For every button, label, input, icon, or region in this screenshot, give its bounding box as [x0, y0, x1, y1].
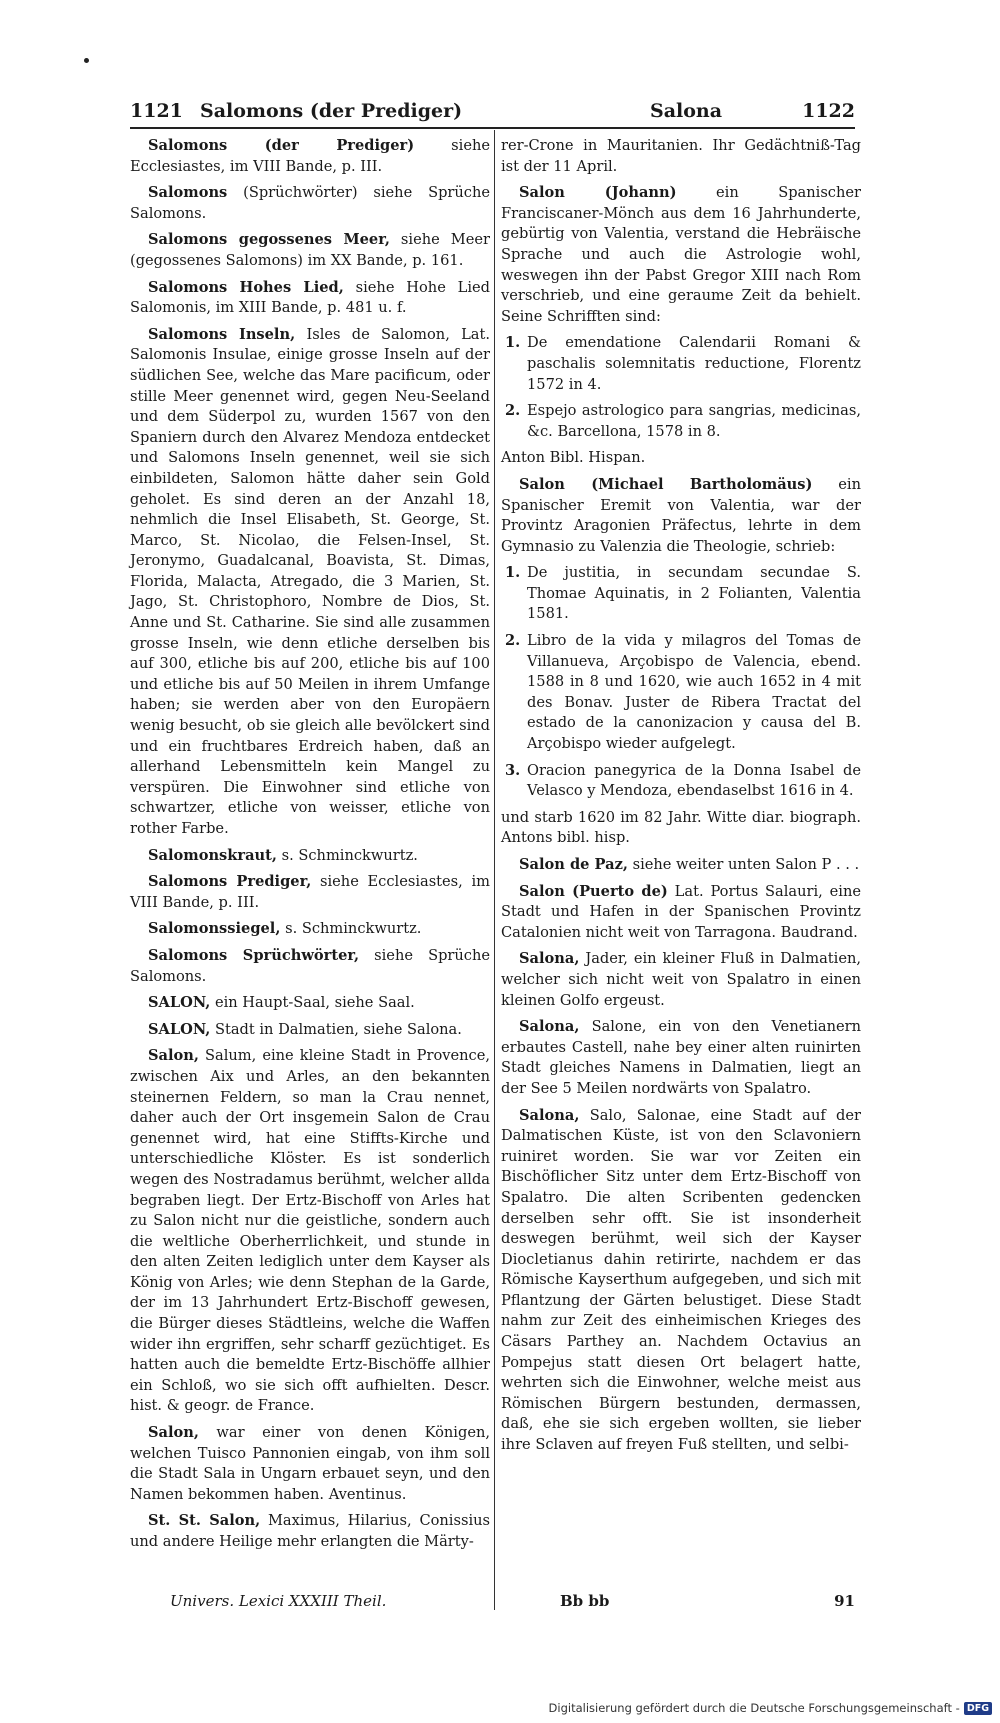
entry-headword: St. St. Salon,: [148, 1512, 261, 1530]
entry-text: Stadt in Dalmatien, siehe Salona.: [210, 1020, 462, 1038]
right-column-continuation: rer-Crone in Mauritanien. Ihr Gedächtniß-Tag ist der 11 April.: [501, 137, 861, 175]
dfg-logo-icon: DFG: [964, 1702, 992, 1715]
dictionary-entry: [130, 846, 490, 867]
footer-volume: Univers. Lexici XXXIII Theil.: [170, 1592, 387, 1610]
johann-works-list: [501, 333, 861, 442]
item-number: 3.: [505, 761, 521, 779]
entry-headword: Salona,: [519, 1018, 580, 1036]
dictionary-entry: [130, 872, 490, 913]
work-list-item: [501, 333, 861, 395]
item-number: 1.: [505, 334, 521, 352]
item-text: Libro de la vida y milagros del Tomas de Villanueva, Arçobispo de Valencia, ebend. 1588 in 8 und 1620, wie auch 1652 in 4 mit des Bonav. Juster de Ribera Tractat del estado de la canonizacion y causa del B. Arçobispo wieder aufgelegt.: [527, 632, 861, 753]
entry-headword: Salon (Johann): [519, 184, 677, 202]
work-list-item: [501, 761, 861, 802]
footer-signature: Bb bb: [560, 1592, 610, 1610]
item-text: Espejo astrologico para sangrias, medicinas, &c. Barcellona, 1578 in 8.: [527, 402, 861, 440]
entry-text: Jader, ein kleiner Fluß in Dalmatien, welcher sich nicht weit von Spalatro in einen kleinen Golfo ergeust.: [501, 950, 861, 1009]
entry-headword: Salomons Inseln,: [148, 325, 296, 343]
entry-headword: Salomons Prediger,: [148, 873, 312, 891]
work-list-item: [501, 563, 861, 625]
entry-text: siehe Ecclesiastes, im VIII Bande, p. III.: [130, 873, 491, 911]
entry-headword: Salon de Paz,: [519, 856, 628, 873]
digitization-credit: [549, 1701, 992, 1715]
entry-text: siehe Hohe Lied Salomonis, im XIII Bande, p. 481 u. f.: [130, 278, 490, 317]
entry-text: ein Spanischer Eremit von Valentia, war der Provintz Aragonien Präfectus, lehrte in dem Gymnasio zu Valenzia die Theologie, schrieb:: [501, 475, 861, 555]
item-text: De emendatione Calendarii Romani & paschalis solemnitatis reductione, Florentz 1572 in 4.: [527, 334, 861, 393]
entry-text: Lat. Portus Salauri, eine Stadt und Hafen in der Spanischen Provintz Catalonien nicht weit von Tarragona. Baudrand.: [501, 882, 861, 941]
dictionary-entry: [501, 1017, 861, 1099]
ink-dot: [84, 58, 89, 63]
entry-headword: Salomonssiegel,: [148, 920, 281, 938]
entry-text: ein Spanischer Franciscaner-Mönch aus dem 16 Jahrhunderte, gebürtig von Valentia, verstand die Hebräische Sprache und auch die Astrologie wohl, weswegen ihn der Pabst Gregor XIII nach Rom verschrieb, und eine geraume Zeit da behielt. Seine Schrifften sind:: [501, 184, 861, 325]
page-number-left: 1121: [130, 100, 183, 122]
entry-headword: Salon,: [148, 1424, 199, 1442]
running-title-left: Salomons (der Prediger): [200, 100, 463, 122]
dictionary-entry: [130, 325, 490, 840]
entry-text: Salo, Salonae, eine Stadt auf der Dalmatischen Küste, ist von den Sclavoniern ruiniret worden. Sie war vor Zeiten ein Bischöflicher Sitz unter dem Ertz-Bischoff von Spalatro. Die alten Scribenten gedencken derselben sehr offt. Sie ist insonderheit deswegen berühmt, weil sich der Kayser Diocletianus dahin retirirte, nachdem er das Römische Kayserthum aufgegeben, und sich mit Pflantzung der Gärten belustiget. Diese Stadt nahm zur Zeit des einheimischen Krieges des Cäsars Parthey an. Nachdem Octavius an Pompejus statt diesen Ort belagert hatte, wehrten sich die Einwohner, welche meist aus Römischen Bürgern bestunden, dermassen, daß, ehe sie sich ergeben wollten, sie lieber ihre Sclaven auf freyen Fuß stellten, und selbi-: [501, 1106, 861, 1454]
dictionary-entry: [130, 1511, 490, 1552]
right-column-entries: [501, 855, 861, 1456]
entry-text: siehe Ecclesiastes, im VIII Bande, p. III.: [130, 137, 490, 175]
work-list-item: [501, 631, 861, 755]
entry-headword: Salomons: [148, 184, 228, 202]
column-divider: [494, 130, 495, 1610]
left-column: [130, 136, 490, 1559]
dictionary-entry: [130, 1020, 490, 1041]
item-text: Oracion panegyrica de la Donna Isabel de Velasco y Mendoza, ebendaselbst 1616 in 4.: [527, 761, 861, 800]
entry-text: (Sprüchwörter) siehe Sprüche Salomons.: [130, 184, 490, 222]
entry-headword: Salona,: [519, 1106, 580, 1124]
entry-text: Maximus, Hilarius, Conissius und andere Heilige mehr erlangten die Märty-: [130, 1512, 490, 1550]
entry-headword: Salomons gegossenes Meer,: [148, 231, 390, 249]
entry-headword: Salona,: [519, 950, 580, 968]
item-number: 2.: [505, 632, 521, 650]
michael-works-list: [501, 563, 861, 802]
johann-source: Anton Bibl. Hispan.: [501, 449, 646, 467]
entry-headword: Salomons Hohes Lied,: [148, 278, 344, 296]
entry-salon-michael: [501, 475, 861, 557]
work-list-item: [501, 401, 861, 442]
running-title-right: Salona: [650, 100, 723, 122]
entry-text: Isles de Salomon, Lat. Salomonis Insulae, einige grosse Inseln auf der südlichen See, welche das Mare pacificum, oder stille Meer genennet wird, gegen Neu-Seeland und dem Süderpol zu, wurden 1567 von den Spaniern durch den Alvarez Mendoza entdecket und Salomons Inseln genennet, weil sie sich einbildeten, Salomon hätte daher sein Gold geholet. Es sind deren an der Anzahl 18, nehmlich die Insel Elisabeth, St. George, St. Marco, St. Nicolao, die Felsen-Insel, St. Jeronymo, Guadalcanal, Boavista, St. Dimas, Florida, Malacta, Atregado, die 3 Marien, St. Jago, St. Christophoro, Nombre de Dios, St. Anne und St. Catharine. Sie sind alle zusammen grosse Inseln, wie denn etliche derselben bis auf 300, etliche bis auf 200, etliche bis auf 100 und etliche bis auf 50 Meilen in ihrem Umfange haben; sie werden aber von den Europäern wenig besucht, ob sie gleich alle bevölckert sind und ein fruchtbares Erdreich haben, daß an allerhand Lebensmitteln kein Mangel zu verspüren. Die Einwohner sind etliche von schwartzer, etliche von weisser, etliche von rother Farbe.: [130, 325, 491, 837]
entry-text: siehe weiter unten Salon P . . .: [627, 856, 860, 873]
dictionary-entry: [130, 1046, 490, 1417]
entry-text: Salone, ein von den Venetianern erbautes Castell, nahe bey einer alten ruinirten Stadt gleiches Namens in Dalmatien, liegt an der See 5 Meilen nordwärts von Spalatro.: [501, 1018, 861, 1097]
item-text: De justitia, in secundam secundae S. Thomae Aquinatis, in 2 Folianten, Valentia 1581.: [527, 564, 861, 623]
dictionary-entry: [130, 993, 490, 1014]
page-number-right: 1122: [802, 100, 855, 122]
header-rule: [130, 127, 855, 129]
dictionary-entry: [501, 949, 861, 1011]
item-number: 2.: [505, 402, 521, 420]
entry-text: ein Haupt-Saal, siehe Saal.: [210, 994, 415, 1012]
entry-headword: SALON,: [148, 1020, 211, 1038]
dictionary-entry: [130, 1423, 490, 1505]
entry-headword: SALON,: [148, 994, 211, 1012]
dictionary-entry: [130, 919, 490, 940]
item-number: 1.: [505, 564, 521, 582]
right-column: [501, 136, 861, 1462]
dictionary-entry: [130, 183, 490, 224]
entry-headword: Salomons Sprüchwörter,: [148, 946, 360, 964]
footer-catchword: 91: [834, 1592, 855, 1610]
entry-text: Salum, eine kleine Stadt in Provence, zwischen Aix und Arles, an den bekannten steinernen Feldern, so man la Crau nennet, daher auch der Ort insgemein Salon de Crau genennet wird, hat eine Stiffts-Kirche und unterschiedliche Klöster. Es ist sonderlich wegen des Nostradamus berühmt, welcher allda begraben liegt. Der Ertz-Bischoff von Arles hat zu Salon nicht nur die geistliche, sondern auch die weltliche Oberherrlichkeit, und stunde in den alten Zeiten lediglich unter dem Kayser als König von Arles; wie denn Stephan de la Garde, der im 13 Jahrhundert Ertz-Bischoff gewesen, die Bürger dieses Städtleins, welche die Waffen wider ihn ergriffen, sehr scharff gezüchtiget. Es hatten auch die bemeldte Ertz-Bischöffe allhier ein Schloß, wo sie sich offt aufhielten. Descr. hist. & geogr. de France.: [130, 1047, 490, 1415]
dictionary-entry: [501, 855, 861, 876]
running-header: [130, 100, 855, 130]
entry-text: siehe Meer (gegossenes Salomons) im XX Bande, p. 161.: [130, 231, 490, 269]
entry-headword: Salomons (der Prediger): [148, 137, 415, 154]
dictionary-entry: [501, 882, 861, 944]
entry-text: war einer von denen Königen, welchen Tuisco Pannonien eingab, von ihm soll die Stadt Sala in Ungarn erbauet seyn, und den Namen bekommen haben. Aventinus.: [130, 1424, 490, 1503]
page-footer: [130, 1592, 855, 1616]
entry-headword: Salon,: [148, 1047, 199, 1065]
michael-death: und starb 1620 im 82 Jahr. Witte diar. biograph. Antons bibl. hisp.: [501, 808, 861, 847]
entry-text: siehe Sprüche Salomons.: [130, 946, 490, 985]
dictionary-entry: [501, 1106, 861, 1456]
entry-headword: Salon (Michael Bartholomäus): [519, 475, 813, 493]
entry-text: s. Schminckwurtz.: [280, 920, 422, 938]
dictionary-entry: [130, 946, 490, 987]
entry-text: s. Schminckwurtz.: [276, 846, 418, 864]
dictionary-entry: [130, 136, 490, 177]
entry-headword: Salomonskraut,: [148, 846, 277, 864]
entry-salon-johann: [501, 183, 861, 327]
credit-text: Digitalisierung gefördert durch die Deutsche Forschungsgemeinschaft -: [548, 1701, 960, 1715]
dictionary-entry: [130, 278, 490, 319]
dictionary-entry: [130, 230, 490, 271]
entry-headword: Salon (Puerto de): [519, 882, 668, 900]
